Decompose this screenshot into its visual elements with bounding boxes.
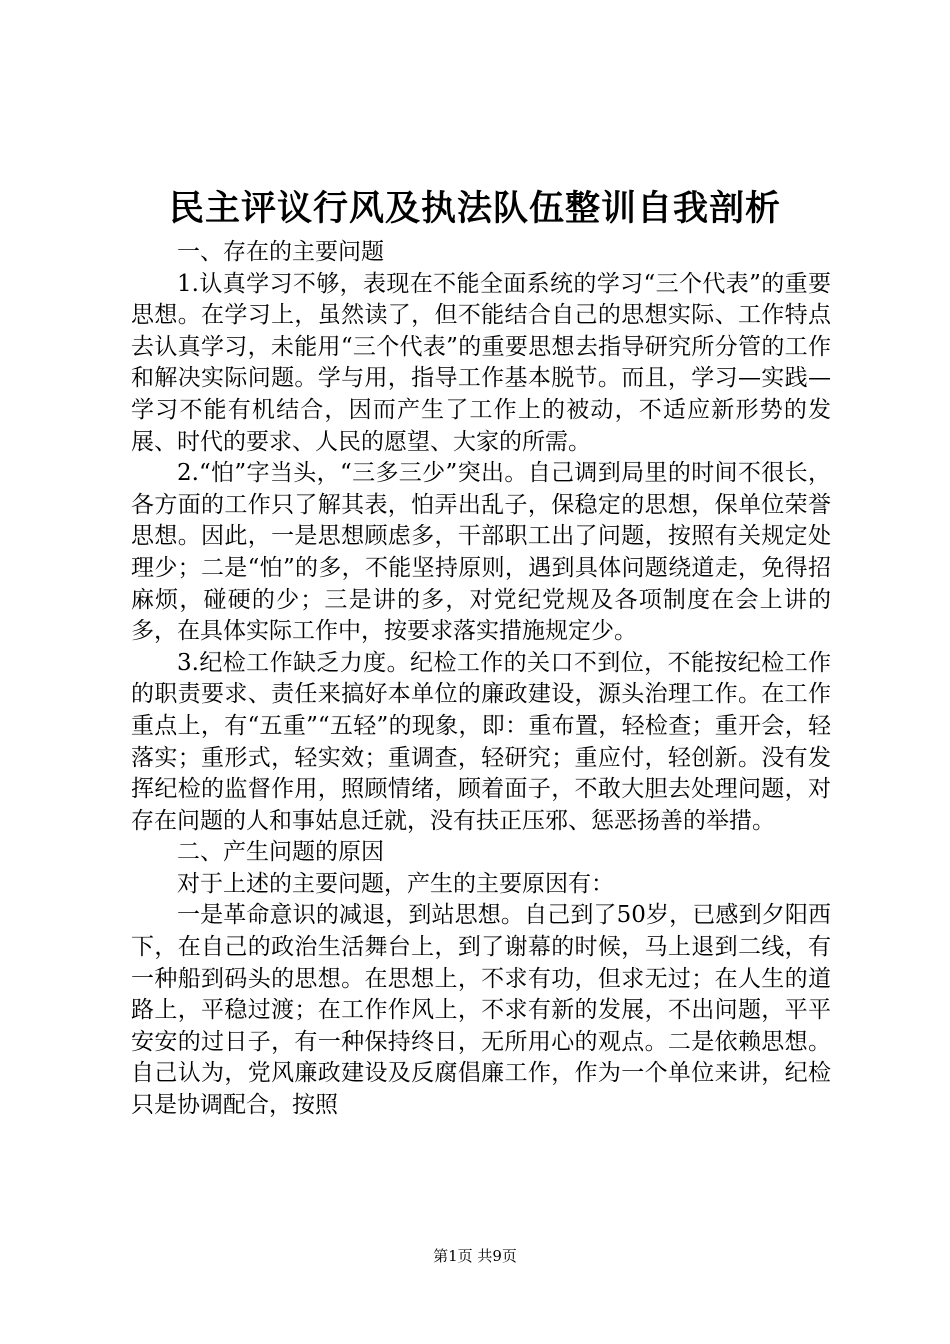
body-paragraph: 3.纪检工作缺乏力度。纪检工作的关口不到位，不能按纪检工作的职责要求、责任来搞好本单位的廉政建设，源头治理工作。在工作重点上，有“五重”“五轻”的现象，即：重布置，轻检查；重开会，轻落实；重形式，轻实效；重调查，轻研究；重应付，轻创新。没有发挥纪检的监督作用，照顾情绪，顾着面子，不敢大胆去处理问题，对存在问题的人和事姑息迁就，没有扶正压邪、惩恶扬善的举措。 <box>131 649 831 834</box>
section-heading: 一、存在的主要问题 <box>177 239 384 265</box>
section-heading: 二、产生问题的原因 <box>177 839 384 866</box>
body-paragraph: 1.认真学习不够，表现在不能全面系统的学习“三个代表”的重要思想。在学习上，虽然读了，但不能结合自己的思想实际、工作特点去认真学习，未能用“三个代表”的重要思想去指导研究所分管的工作和解决实际问题。学与用，指导工作基本脱节。而且，学习—实践—学习不能有机结合，因而产生了工作上的被动，不适应新形势的发展、时代的要求、人民的愿望、大家的所需。 <box>131 270 831 455</box>
page-number: 第1页 共9页 <box>433 1247 517 1265</box>
document-title: 民主评议行风及执法队伍整训自我剖析 <box>168 188 781 229</box>
body-paragraph: 2.“怕”字当头，“三多三少”突出。自己调到局里的时间不很长，各方面的工作只了解其表，怕弄出乱子，保稳定的思想，保单位荣誉思想。因此，一是思想顾虑多，干部职工出了问题，按照有关规定处理少；二是“怕”的多，不能坚持原则，遇到具体问题绕道走，免得招麻烦，碰硬的少；三是讲的多，对党纪党规及各项制度在会上讲的多，在具体实际工作中，按要求落实措施规定少。 <box>131 460 831 645</box>
body-paragraph: 一是革命意识的减退，到站思想。自己到了50岁，已感到夕阳西下，在自己的政治生活舞台上，到了谢幕的时候，马上退到二线，有一种船到码头的思想。在思想上，不求有功，但求无过；在人生的道路上，平稳过渡；在工作作风上，不求有新的发展，不出问题，平平安安的过日子，有一种保持终日，无所用心的观点。二是依赖思想。自己认为，党风廉政建设及反腐倡廉工作，作为一个单位来讲，纪检只是协调配合，按照 <box>131 902 831 1119</box>
document-body <box>131 237 831 1122</box>
body-paragraph: 对于上述的主要问题，产生的主要原因有： <box>177 870 614 897</box>
